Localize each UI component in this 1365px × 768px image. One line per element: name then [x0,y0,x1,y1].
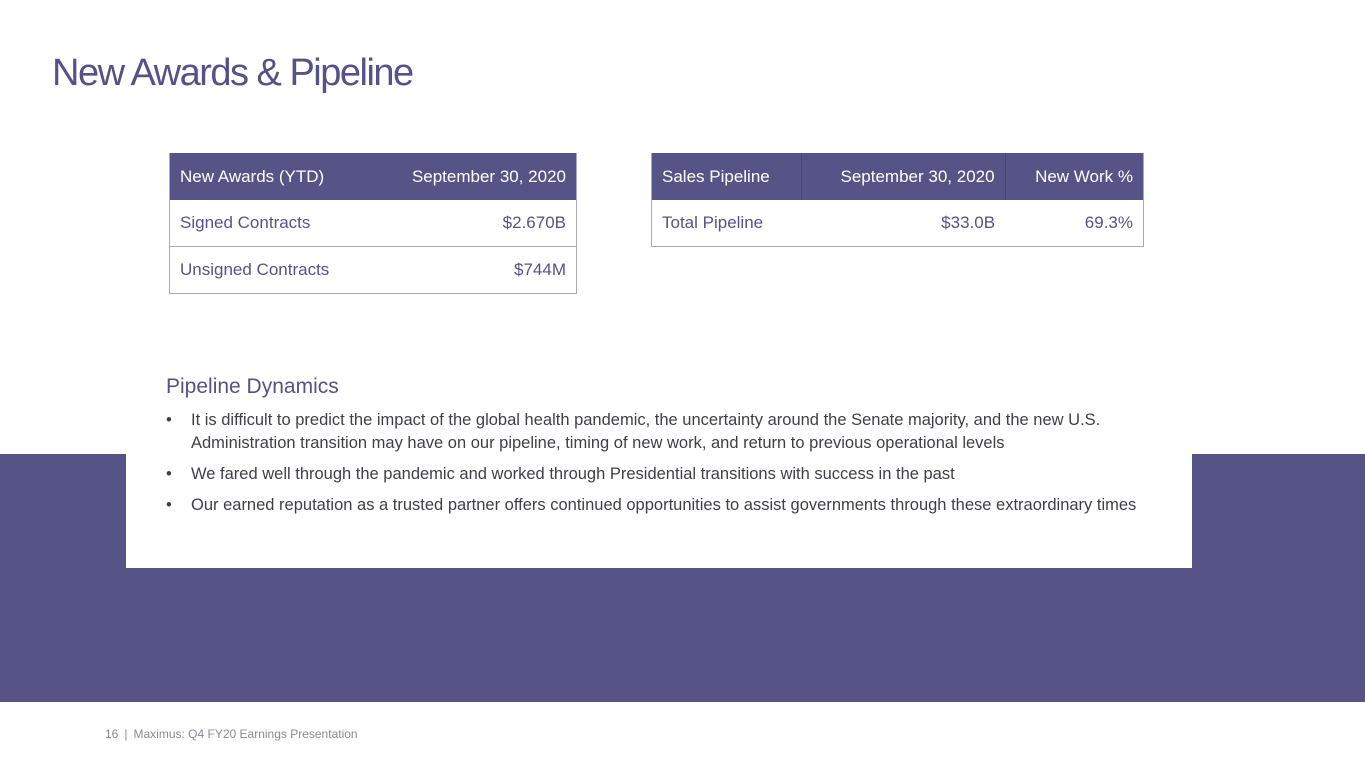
sales-pipeline-table [651,153,1144,247]
page-number: 16 [105,727,119,741]
table-cell: Total Pipeline [652,200,802,247]
footer-separator: | [124,727,128,741]
pipeline-dynamics-heading: Pipeline Dynamics [166,375,339,398]
list-item [166,463,1186,486]
bullet-icon: • [166,411,172,429]
table-row [170,247,577,294]
footer-text: Maximus: Q4 FY20 Earnings Presentation [133,727,358,741]
table-header-row [652,153,1144,200]
column-header: New Work % [1005,153,1143,200]
slide-footer [105,727,358,741]
pipeline-dynamics-list [166,409,1186,525]
bullet-icon: • [166,496,172,514]
new-awards-table [169,153,577,294]
table-header-row [170,153,577,200]
table-cell: $744M [370,247,576,294]
table-cell: $2.670B [370,200,576,247]
column-header: Sales Pipeline [652,153,802,200]
table-cell: 69.3% [1005,200,1143,247]
column-header: September 30, 2020 [370,153,576,200]
list-item [166,409,1186,455]
table-cell: $33.0B [801,200,1005,247]
column-header: New Awards (YTD) [170,153,371,200]
table-cell: Unsigned Contracts [170,247,371,294]
column-header: September 30, 2020 [801,153,1005,200]
table-cell: Signed Contracts [170,200,371,247]
list-item-text: Our earned reputation as a trusted partner offers continued opportunities to assist governments through these extraordinary times [191,496,1137,514]
list-item-text: It is difficult to predict the impact of the global health pandemic, the uncertainty around the Senate majority, and the new U.S. Administration transition may have on our pipeline, timing of new work, and return to previous operational levels [191,411,1101,452]
bullet-icon: • [166,465,172,483]
list-item-text: We fared well through the pandemic and worked through Presidential transitions with success in the past [191,465,955,483]
table-row [170,200,577,247]
slide-title: New Awards & Pipeline [52,52,413,94]
list-item [166,494,1186,517]
table-row [652,200,1144,247]
